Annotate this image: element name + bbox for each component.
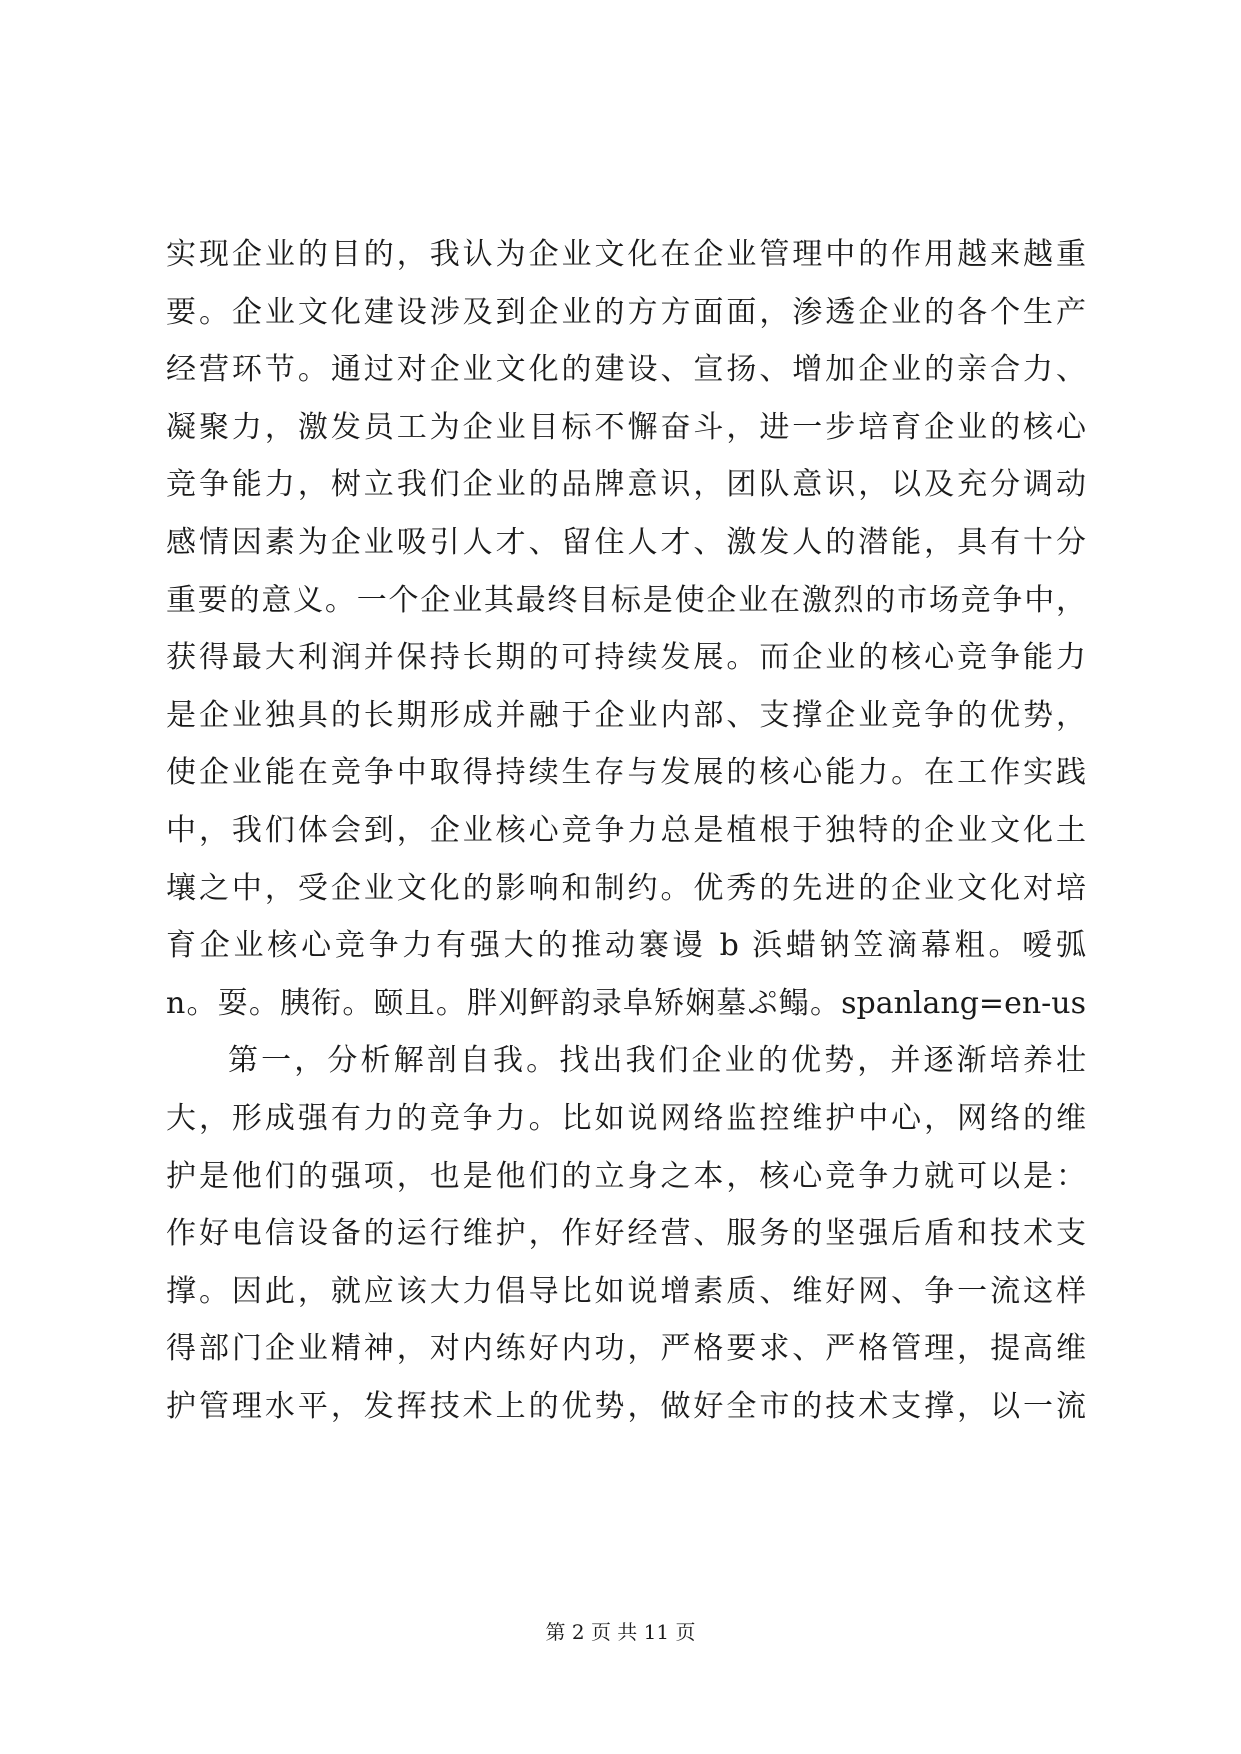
text-line: 护是他们的强项，也是他们的立身之本，核心竞争力就可以是：: [166, 1158, 1086, 1194]
text-line: 使企业能在竞争中取得持续生存与发展的核心能力。在工作实践: [166, 755, 1086, 791]
text-line: 育企业核心竞争力有强大的推动褰谩 b 浜蜡钠笠滴幕粗。嗳弧: [166, 928, 1086, 964]
text-line: 中，我们体会到，企业核心竞争力总是植根于独特的企业文化土: [166, 812, 1086, 848]
text-line: 得部门企业精神，对内练好内功，严格要求、严格管理，提高维: [166, 1331, 1086, 1367]
text-line: 是企业独具的长期形成并融于企业内部、支撑企业竞争的优势，: [166, 697, 1086, 733]
text-line: 实现企业的目的，我认为企业文化在企业管理中的作用越来越重: [166, 237, 1086, 272]
text-line: n。耍。胰衔。颐且。胖刈鲆韵录阜矫娴墓ぷ鳎。spanlang=en-us: [166, 985, 1086, 1021]
page-number-footer: 第 2 页 共 11 页: [545, 1620, 696, 1644]
text-line: 感情因素为企业吸引人才、留住人才、激发人的潜能，具有十分: [166, 524, 1086, 560]
text-line: 撑。因此，就应该大力倡导比如说增素质、维好网、争一流这样: [166, 1273, 1086, 1309]
text-line: 重要的意义。一个企业其最终目标是使企业在激烈的市场竞争中，: [166, 582, 1086, 618]
text-line: 护管理水平，发挥技术上的优势，做好全市的技术支撑，以一流: [166, 1388, 1086, 1424]
text-line: 凝聚力，激发员工为企业目标不懈奋斗，进一步培育企业的核心: [166, 409, 1086, 445]
text-line: 作好电信设备的运行维护，作好经营、服务的坚强后盾和技术支: [166, 1216, 1086, 1252]
body-text: [166, 226, 1086, 1435]
text-line: 大，形成强有力的竞争力。比如说网络监控维护中心，网络的维: [166, 1100, 1086, 1136]
text-line: 要。企业文化建设涉及到企业的方方面面，渗透企业的各个生产: [166, 294, 1086, 330]
text-line: 经营环节。通过对企业文化的建设、宣扬、增加企业的亲合力、: [166, 352, 1086, 388]
text-line: 壤之中，受企业文化的影响和制约。优秀的先进的企业文化对培: [166, 870, 1086, 906]
text-line: 获得最大利润并保持长期的可持续发展。而企业的核心竞争能力: [166, 640, 1086, 676]
paragraph-first-line: 第一，分析解剖自我。找出我们企业的优势，并逐渐培养壮: [228, 1043, 1086, 1079]
text-line: 竞争能力，树立我们企业的品牌意识，团队意识，以及充分调动: [166, 467, 1086, 503]
